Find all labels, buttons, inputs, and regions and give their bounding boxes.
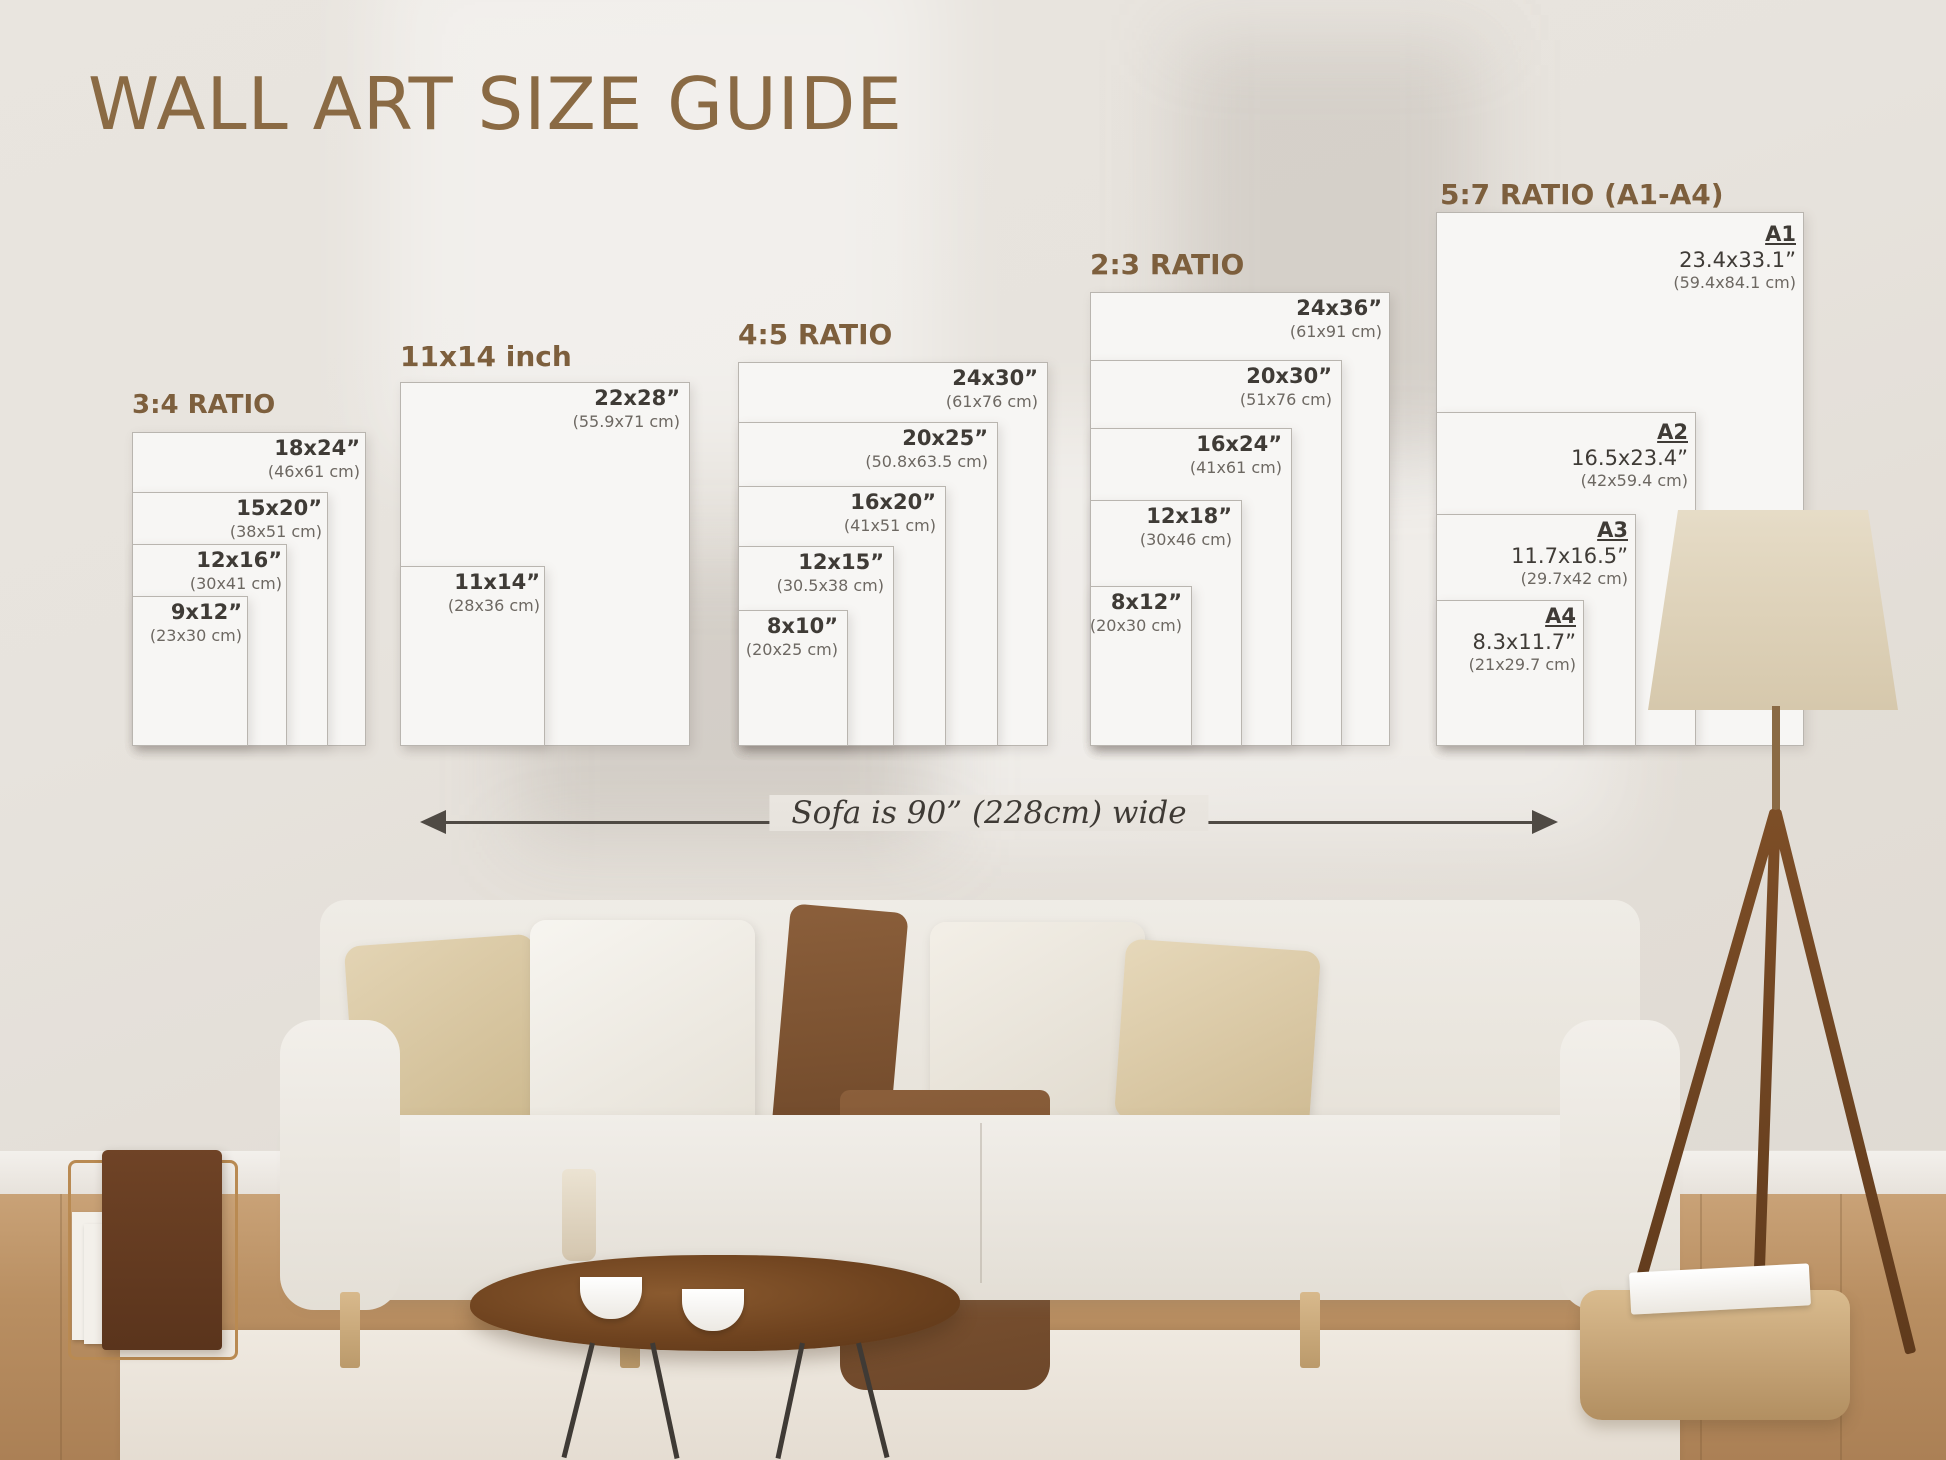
label-size: 16x24” [1196, 432, 1282, 456]
label-metric-inch: 23.4x33.1” [1679, 247, 1796, 272]
label-metric: (30x41 cm) [189, 573, 282, 593]
label-metric: (38x51 cm) [229, 521, 322, 541]
label-metric: (30x46 cm) [1139, 529, 1232, 549]
label-metric: (50.8x63.5 cm) [865, 451, 988, 471]
group-heading-ratio-5-7: 5:7 RATIO (A1-A4) [1440, 178, 1724, 211]
magazine-rack [60, 1150, 245, 1380]
label-size: 8x10” [766, 614, 838, 638]
label-size: A3 [1597, 518, 1628, 542]
label-size: 20x25” [902, 426, 988, 450]
frame-9x12[interactable] [132, 596, 248, 746]
label-metric: (30.5x38 cm) [776, 575, 884, 595]
arrow-left-icon [420, 810, 446, 834]
frame-8x10[interactable] [738, 610, 848, 746]
label-metric: (61x91 cm) [1289, 321, 1382, 341]
arrow-right-icon [1532, 810, 1558, 834]
coffee-table [470, 1255, 960, 1375]
label-metric: (55.9x71 cm) [572, 411, 680, 431]
sofa-width-caption: Sofa is 90” (228cm) wide [769, 795, 1208, 831]
sofa-leg [1300, 1292, 1320, 1368]
label-metric: (41x51 cm) [843, 515, 936, 535]
floor-lamp [1640, 510, 1910, 1370]
group-heading-ratio-2-3: 2:3 RATIO [1090, 248, 1245, 281]
label-size: A4 [1545, 604, 1576, 628]
sofa-arm-left [280, 1020, 400, 1310]
label-metric: (20x25 cm) [745, 639, 838, 659]
rack-leather-panel [102, 1150, 222, 1350]
label-metric-inch: 16.5x23.4” [1571, 445, 1688, 470]
label-size: 12x15” [798, 550, 884, 574]
sofa-width-measure [420, 795, 1558, 844]
lamp-shade [1648, 510, 1898, 710]
label-metric: (28x36 cm) [447, 595, 540, 615]
label-metric: (21x29.7 cm) [1468, 655, 1576, 675]
throw-pillow [1114, 938, 1321, 1131]
label-metric-inch: 8.3x11.7” [1472, 629, 1576, 654]
label-metric: (41x61 cm) [1189, 457, 1282, 477]
label-metric: (20x30 cm) [1089, 615, 1182, 635]
label-size: 16x20” [850, 490, 936, 514]
frame-8x12[interactable] [1090, 586, 1192, 746]
group-heading-ratio-4-5: 4:5 RATIO [738, 318, 893, 351]
flower-vase [562, 1169, 596, 1261]
label-metric: (59.4x84.1 cm) [1673, 273, 1796, 293]
label-metric: (46x61 cm) [267, 461, 360, 481]
label-size: 11x14” [454, 570, 540, 594]
label-size: A2 [1657, 420, 1688, 444]
sofa-leg [340, 1292, 360, 1368]
label-metric: (23x30 cm) [149, 625, 242, 645]
label-size: 8x12” [1110, 590, 1182, 614]
label-size: 9x12” [170, 600, 242, 624]
label-size: 24x30” [952, 366, 1038, 390]
label-size: 18x24” [274, 436, 360, 460]
label-size: 12x16” [196, 548, 282, 572]
label-metric: (42x59.4 cm) [1580, 471, 1688, 491]
label-metric: (51x76 cm) [1239, 389, 1332, 409]
label-metric: (61x76 cm) [945, 391, 1038, 411]
label-size: 12x18” [1146, 504, 1232, 528]
label-size: 22x28” [594, 386, 680, 410]
label-metric-inch: 11.7x16.5” [1511, 543, 1628, 568]
frame-a4[interactable] [1436, 600, 1584, 746]
label-size: 20x30” [1246, 364, 1332, 388]
group-heading-ratio-3-4: 3:4 RATIO [132, 390, 276, 420]
label-size: 24x36” [1296, 296, 1382, 320]
label-size: 15x20” [236, 496, 322, 520]
label-size: A1 [1765, 222, 1796, 246]
page-title: WALL ART SIZE GUIDE [88, 62, 903, 146]
throw-pillow [530, 920, 755, 1130]
frame-11x14[interactable] [400, 566, 545, 746]
group-heading-inch-11x14: 11x14 inch [400, 340, 572, 373]
label-metric: (29.7x42 cm) [1520, 569, 1628, 589]
